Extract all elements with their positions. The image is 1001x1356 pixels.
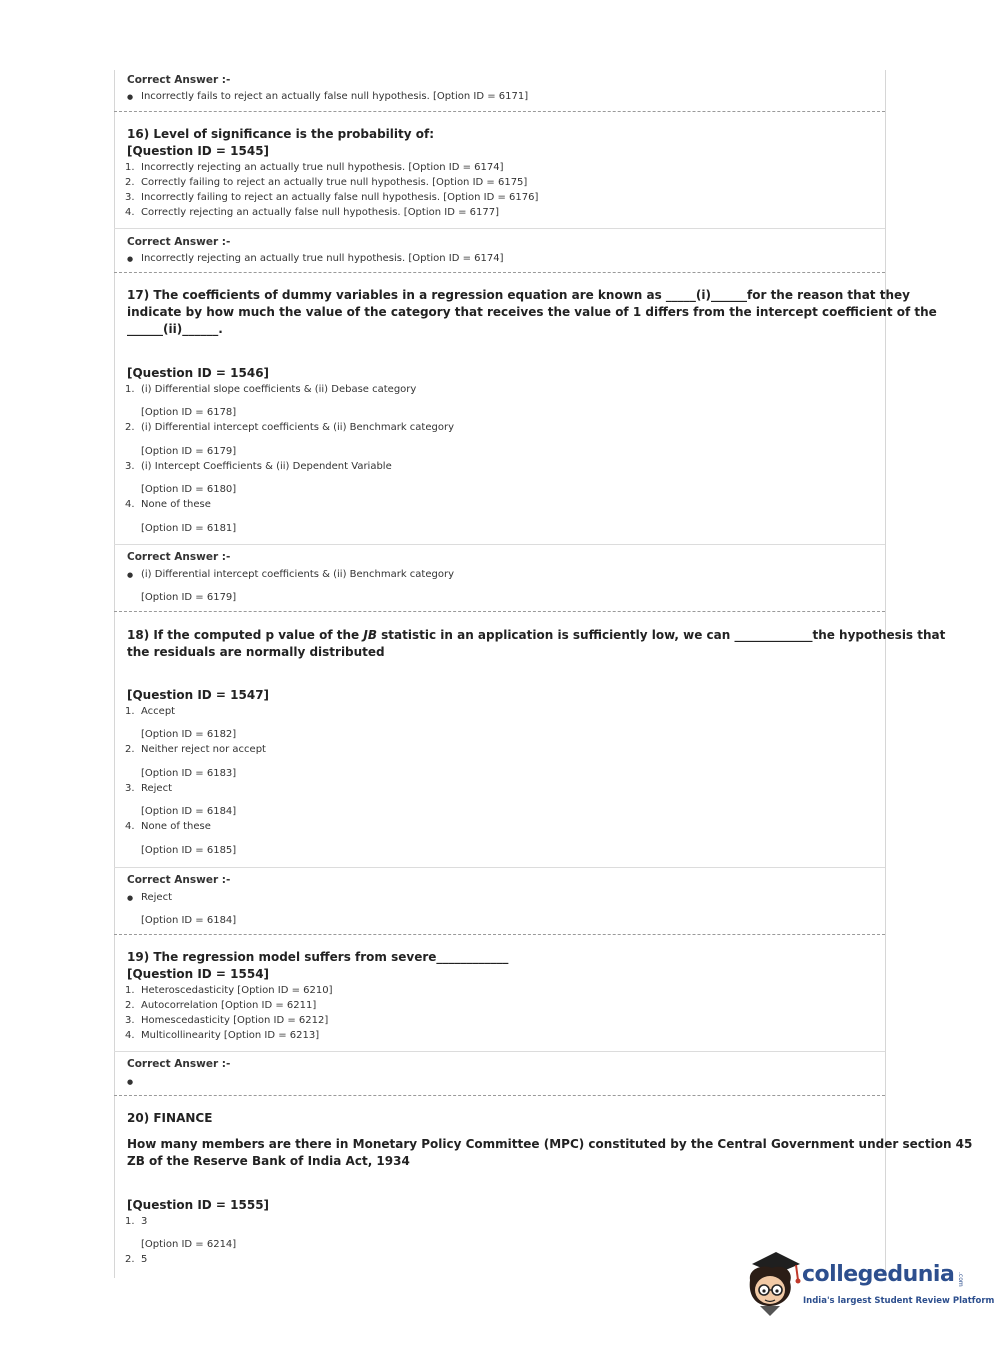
mascot-icon bbox=[742, 1250, 804, 1316]
option-number: 1. bbox=[125, 985, 135, 996]
question-line: ZB of the Reserve Bank of India Act, 1934 bbox=[127, 1154, 410, 1168]
option-id: [Option ID = 6183] bbox=[141, 768, 237, 779]
question-id: [Question ID = 1546] bbox=[127, 366, 270, 380]
q18-block bbox=[114, 612, 946, 868]
q19-answer-block bbox=[114, 1052, 885, 1096]
correct-answer-label: Correct Answer :- bbox=[127, 236, 231, 248]
correct-answer-text: ● Reject bbox=[141, 892, 172, 903]
question-id: [Question ID = 1554] bbox=[127, 967, 270, 981]
option-text: Accept bbox=[141, 706, 176, 717]
q19-block bbox=[114, 935, 885, 1052]
correct-answer-id: [Option ID = 6184] bbox=[141, 915, 237, 926]
option-id: [Option ID = 6178] bbox=[141, 407, 237, 418]
option-number: 2. bbox=[125, 177, 135, 188]
question-id: [Question ID = 1555] bbox=[127, 1198, 270, 1212]
option-text: Correctly failing to reject an actually true null hypothesis. [Option ID = 6175] bbox=[141, 177, 528, 188]
collegedunia-logo[interactable] bbox=[742, 1250, 995, 1320]
question-line: 18) If the computed p value of the JB statistic in an application is sufficiently low, we can _____________the hypothesis that bbox=[127, 628, 946, 642]
option-id: [Option ID = 6181] bbox=[141, 523, 237, 534]
question-line: How many members are there in Monetary Policy Committee (MPC) constituted by the Central Government under section 45 bbox=[127, 1137, 973, 1151]
option-number: 1. bbox=[125, 162, 135, 173]
option-id: [Option ID = 6214] bbox=[141, 1239, 237, 1250]
question-line: the residuals are normally distributed bbox=[127, 645, 385, 659]
correct-answer-id: [Option ID = 6179] bbox=[141, 592, 237, 603]
option-text: None of these bbox=[141, 499, 211, 510]
option-text: Homescedasticity [Option ID = 6212] bbox=[141, 1015, 329, 1026]
correct-answer-label: Correct Answer :- bbox=[127, 874, 231, 886]
option-text: Heteroscedasticity [Option ID = 6210] bbox=[141, 985, 333, 996]
correct-answer-label: Correct Answer :- bbox=[127, 551, 231, 563]
option-number: 1. bbox=[125, 706, 135, 717]
option-text: 5 bbox=[141, 1254, 148, 1265]
option-id: [Option ID = 6185] bbox=[141, 845, 237, 856]
option-number: 3. bbox=[125, 1015, 135, 1026]
correct-answer-text: ● Incorrectly rejecting an actually true null hypothesis. [Option ID = 6174] bbox=[141, 253, 504, 264]
logo-tagline: India's largest Student Review Platform bbox=[803, 1296, 995, 1306]
option-id: [Option ID = 6179] bbox=[141, 446, 237, 457]
option-text: 3 bbox=[141, 1216, 148, 1227]
option-number: 3. bbox=[125, 461, 135, 472]
option-number: 1. bbox=[125, 384, 135, 395]
option-number: 2. bbox=[125, 744, 135, 755]
correct-answer-text: ● Incorrectly fails to reject an actually false null hypothesis. [Option ID = 6171] bbox=[141, 91, 528, 102]
option-text: Incorrectly failing to reject an actually false null hypothesis. [Option ID = 6176] bbox=[141, 192, 539, 203]
q17-answer-block bbox=[114, 545, 885, 612]
option-number: 4. bbox=[125, 821, 135, 832]
option-text: (i) Differential slope coefficients & (ii) Debase category bbox=[141, 384, 417, 395]
q16-block bbox=[114, 112, 885, 229]
option-text: Correctly rejecting an actually false null hypothesis. [Option ID = 6177] bbox=[141, 207, 499, 218]
option-number: 4. bbox=[125, 1030, 135, 1041]
logo-suffix: .com bbox=[957, 1272, 964, 1287]
question-title: 19) The regression model suffers from severe____________ bbox=[127, 950, 509, 964]
option-text: None of these bbox=[141, 821, 211, 832]
q18-answer-block bbox=[114, 868, 885, 935]
question-title: 20) FINANCE bbox=[127, 1111, 213, 1125]
option-number: 4. bbox=[125, 207, 135, 218]
q15-answer-block bbox=[114, 70, 885, 112]
q17-block bbox=[114, 273, 937, 545]
correct-answer-label: Correct Answer :- bbox=[127, 74, 231, 86]
option-id: [Option ID = 6180] bbox=[141, 484, 237, 495]
option-text: Incorrectly rejecting an actually true null hypothesis. [Option ID = 6174] bbox=[141, 162, 504, 173]
q16-answer-block bbox=[114, 229, 885, 273]
correct-answer-text: ● (i) Differential intercept coefficients & (ii) Benchmark category bbox=[141, 569, 454, 580]
option-number: 4. bbox=[125, 499, 135, 510]
correct-answer-label: Correct Answer :- bbox=[127, 1058, 231, 1070]
option-number: 2. bbox=[125, 1254, 135, 1265]
option-number: 3. bbox=[125, 192, 135, 203]
question-line: indicate by how much the value of the category that receives the value of 1 differs from the intercept coefficient of the bbox=[127, 305, 937, 319]
logo-name: collegedunia bbox=[802, 1262, 955, 1287]
option-text: (i) Intercept Coefficients & (ii) Dependent Variable bbox=[141, 461, 392, 472]
option-text: Autocorrelation [Option ID = 6211] bbox=[141, 1000, 317, 1011]
question-line: ______(ii)______. bbox=[127, 322, 223, 336]
question-id: [Question ID = 1545] bbox=[127, 144, 270, 158]
option-text: (i) Differential intercept coefficients & (ii) Benchmark category bbox=[141, 422, 454, 433]
option-id: [Option ID = 6184] bbox=[141, 806, 237, 817]
option-text: Multicollinearity [Option ID = 6213] bbox=[141, 1030, 320, 1041]
option-number: 1. bbox=[125, 1216, 135, 1227]
question-line: 17) The coefficients of dummy variables in a regression equation are known as _____(i)______for the reason that they bbox=[127, 288, 910, 302]
option-number: 2. bbox=[125, 422, 135, 433]
option-id: [Option ID = 6182] bbox=[141, 729, 237, 740]
question-id: [Question ID = 1547] bbox=[127, 688, 270, 702]
question-title: 16) Level of significance is the probability of: bbox=[127, 127, 435, 141]
option-number: 2. bbox=[125, 1000, 135, 1011]
option-text: Neither reject nor accept bbox=[141, 744, 266, 755]
option-number: 3. bbox=[125, 783, 135, 794]
option-text: Reject bbox=[141, 783, 173, 794]
